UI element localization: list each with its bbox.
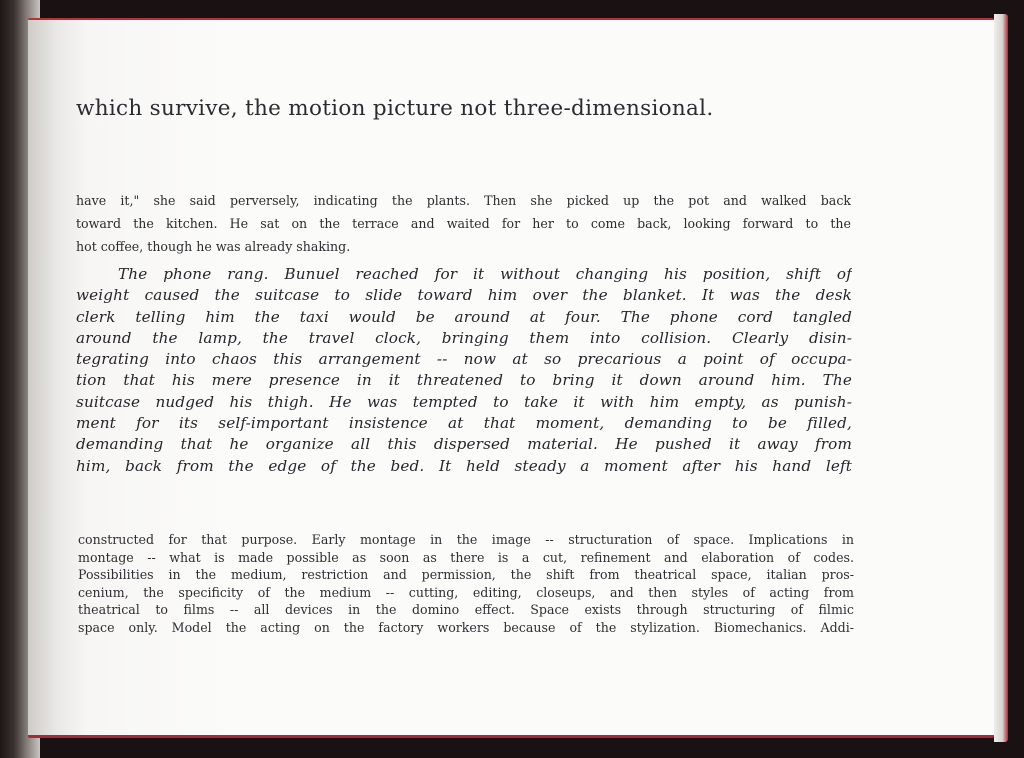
text-line: demanding that he organize all this dispersed material. He pushed it away from [76,435,852,454]
text-line: weight caused the suitcase to slide toward him over the blanket. It was the desk [76,286,852,305]
text-line: suitcase nudged his thigh. He was tempted to take it with him empty, as punish- [76,392,852,411]
text-line: space only. Model the acting on the factory workers because of the stylization. Biomechanics. Addi- [78,619,854,635]
paragraph-plain [76,189,851,258]
text-line: cenium, the specificity of the medium -- cutting, editing, closeups, and then styles of acting from [78,584,854,600]
text-line: The phone rang. Bunuel reached for it without changing his position, shift of [118,265,852,283]
text-line: montage -- what is made possible as soon as there is a cut, refinement and elaboration of codes. [78,549,854,565]
page-edge [994,14,1008,742]
text-line: tegrating into chaos this arrangement -- now at so precarious a point of occupa- [76,350,852,369]
text-line: hot coffee, though he was already shaking. [76,239,351,254]
text-line: him, back from the edge of the bed. It held steady a moment after his hand left [76,456,852,475]
text-line: have it," she said perversely, indicating the plants. Then she picked up the pot and walked back [76,193,851,208]
text-line: around the lamp, the travel clock, bringing them into collision. Clearly disin- [76,328,852,347]
text-line: tion that his mere presence in it threatened to bring it down around him. The [76,371,852,390]
text-line: clerk telling him the taxi would be around at four. The phone cord tangled [76,307,852,326]
paragraph-small [78,531,854,637]
text-line: constructed for that purpose. Early montage in the image -- structuration of space. Implications in [78,532,854,547]
text-line: theatrical to films -- all devices in the domino effect. Space exists through structuring of filmic [78,602,854,618]
text-line: Possibilities in the medium, restriction and permission, the shift from theatrical space, italian pros- [78,567,854,583]
page-headline: which survive, the motion picture not three-dimensional. [76,96,714,121]
text-line: ment for its self-important insistence at that moment, demanding to be filled, [76,414,852,433]
text-line: toward the kitchen. He sat on the terrace and waited for her to come back, looking forward to the [76,216,851,231]
paragraph-italic [76,264,852,477]
